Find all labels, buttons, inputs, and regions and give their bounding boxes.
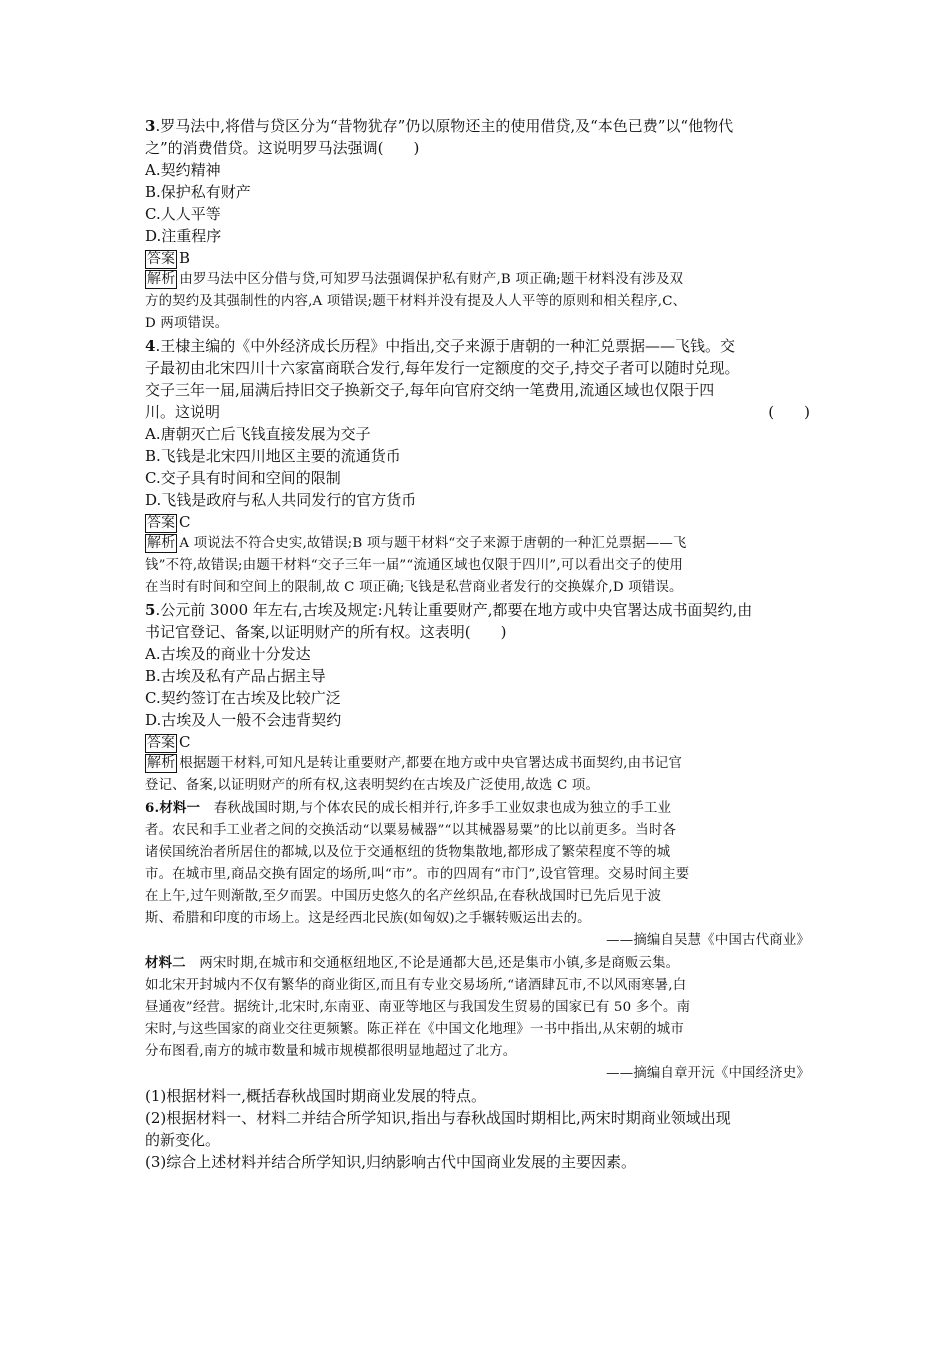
material-one-line: 诸侯国统治者所居住的都城,以及位于交通枢纽的货物集散地,都形成了繁荣程度不等的城	[145, 845, 671, 860]
answer-paren: ( )	[768, 403, 810, 421]
option-c: C.交子具有时间和空间的限制	[145, 469, 341, 487]
material-two-line: 如北宋开封城内不仅有繁华的商业街区,而且有专业交易场所,“诸酒肆瓦市,不以风雨寒暑,白	[145, 978, 687, 993]
option-a: A.古埃及的商业十分发达	[145, 645, 311, 663]
analysis-tag: 解析	[147, 271, 176, 287]
answer-line	[145, 731, 810, 753]
analysis-line: 解析 A 项说法不符合史实,故错误;B 项与题干材料“交子来源于唐朝的一种汇兑票据——飞	[147, 535, 687, 551]
sub-question: (3)综合上述材料并结合所学知识,归纳影响古代中国商业发展的主要因素。	[145, 1153, 637, 1171]
option-b: B.保护私有财产	[145, 183, 251, 201]
material-two-line: 宋时,与这些国家的商业交往更频繁。陈正祥在《中国文化地理》一书中指出,从宋朝的城市	[145, 1022, 684, 1037]
question-4-stem-line: 4.王棣主编的《中外经济成长历程》中指出,交子来源于唐朝的一种汇兑票据——飞钱。交	[145, 337, 735, 355]
material-one-line: 市。在城市里,商品交换有固定的场所,叫“市”。市的四周有“市门”,设官管理。交易时间主要	[145, 867, 690, 882]
document-page	[145, 115, 810, 1173]
material-two-source: ——摘编自章开沅《中国经济史》	[606, 1066, 810, 1081]
analysis-line: 登记、备案,以证明财产的所有权,这表明契约在古埃及广泛使用,故选 C 项。	[145, 778, 600, 793]
analysis-line: 解析 由罗马法中区分借与贷,可知罗马法强调保护私有财产,B 项正确;题干材料没有涉及双	[147, 271, 684, 287]
option-c: C.契约签订在古埃及比较广泛	[145, 689, 341, 707]
option-b: B.古埃及私有产品占据主导	[145, 667, 326, 685]
analysis-line: 在当时有时间和空间上的限制,故 C 项正确;飞钱是私营商业者发行的交换媒介,D 项错误。	[145, 580, 683, 595]
material-one-line: 斯、希腊和印度的市场上。这是经西北民族(如匈奴)之手辗转贩运出去的。	[145, 911, 591, 926]
option-d: D.古埃及人一般不会违背契约	[145, 711, 342, 729]
material-two-line: 昼通夜”经营。据统计,北宋时,东南亚、南亚等地区与我国发生贸易的国家已有 50 多个。南	[145, 1000, 691, 1015]
analysis-tag: 解析	[147, 755, 176, 771]
material-one-source: ——摘编自吴慧《中国古代商业》	[606, 933, 810, 948]
question-number: 4	[145, 337, 156, 355]
answer-tag: 答案	[147, 735, 175, 751]
question-4-stem-line: 川。这说明 ( )	[145, 403, 810, 421]
sub-question: 的新变化。	[145, 1131, 221, 1149]
sub-question: (1)根据材料一,概括春秋战国时期商业发展的特点。	[145, 1087, 487, 1105]
material-one-line: 在上午,过午则渐散,至夕而罢。中国历史悠久的名产丝织品,在春秋战国时已先后见于波	[145, 889, 662, 904]
analysis-line: 钱”不符,故错误;由题干材料“交子三年一届”“流通区域也仅限于四川”,可以看出交子的使用	[145, 558, 684, 573]
question-number: 3	[145, 117, 156, 135]
analysis-line: 解析 根据题干材料,可知凡是转让重要财产,都要在地方或中央官署达成书面契约,由书记官	[147, 755, 683, 771]
material-label: .材料一	[154, 800, 201, 816]
question-3-stem-line: 之”的消费借贷。这说明罗马法强调( )	[145, 139, 420, 157]
option-d: D.飞钱是政府与私人共同发行的官方货币	[145, 491, 417, 509]
material-one-line: 者。农民和手工业者之间的交换活动“以粟易械器”“以其械器易粟”的比以前更多。当时各	[145, 823, 677, 838]
question-number: 6	[145, 800, 155, 816]
analysis-line: D 两项错误。	[145, 316, 229, 331]
material-one-line: 6.材料一 春秋战国时期,与个体农民的成长相并行,许多手工业奴隶也成为独立的手工业	[145, 800, 672, 816]
analysis-tag: 解析	[147, 535, 176, 551]
sub-question: (2)根据材料一、材料二并结合所学知识,指出与春秋战国时期相比,两宋时期商业领域出现	[145, 1109, 731, 1127]
answer-value: B	[179, 249, 191, 267]
question-5-stem-line: 书记官登记、备案,以证明财产的所有权。这表明( )	[145, 623, 507, 641]
answer-value: C	[179, 513, 191, 531]
option-c: C.人人平等	[145, 205, 221, 223]
option-d: D.注重程序	[145, 227, 222, 245]
question-5-stem-line: 5.公元前 3000 年左右,古埃及规定:凡转让重要财产,都要在地方或中央官署达成书面契约,由	[145, 601, 753, 619]
option-a: A.唐朝灭亡后飞钱直接发展为交子	[145, 425, 371, 443]
material-two-line: 分布图看,南方的城市数量和城市规模都很明显地超过了北方。	[145, 1044, 517, 1059]
option-b: B.飞钱是北宋四川地区主要的流通货币	[145, 447, 401, 465]
answer-tag: 答案	[147, 515, 175, 531]
analysis-line: 方的契约及其强制性的内容,A 项错误;题干材料并没有提及人人平等的原则和相关程序,C、	[145, 294, 687, 309]
material-two-line: 材料二 两宋时期,在城市和交通枢纽地区,不论是通都大邑,还是集市小镇,多是商贩云集。	[145, 955, 680, 971]
answer-tag: 答案	[147, 251, 175, 267]
question-3-stem-line: 3.罗马法中,将借与贷区分为“昔物犹存”仍以原物还主的使用借贷,及“本色已费”以“他物代	[145, 117, 734, 135]
answer-line	[145, 511, 810, 533]
question-number: 5	[145, 601, 156, 619]
answer-value: C	[179, 733, 191, 751]
option-a: A.契约精神	[145, 161, 221, 179]
question-4-stem-line: 子最初由北宋四川十六家富商联合发行,每年发行一定额度的交子,持交子者可以随时兑现。	[145, 359, 740, 377]
material-label: 材料二	[145, 955, 186, 971]
question-4-stem-line: 交子三年一届,届满后持旧交子换新交子,每年向官府交纳一笔费用,流通区域也仅限于四	[145, 381, 715, 399]
answer-line	[145, 247, 810, 269]
